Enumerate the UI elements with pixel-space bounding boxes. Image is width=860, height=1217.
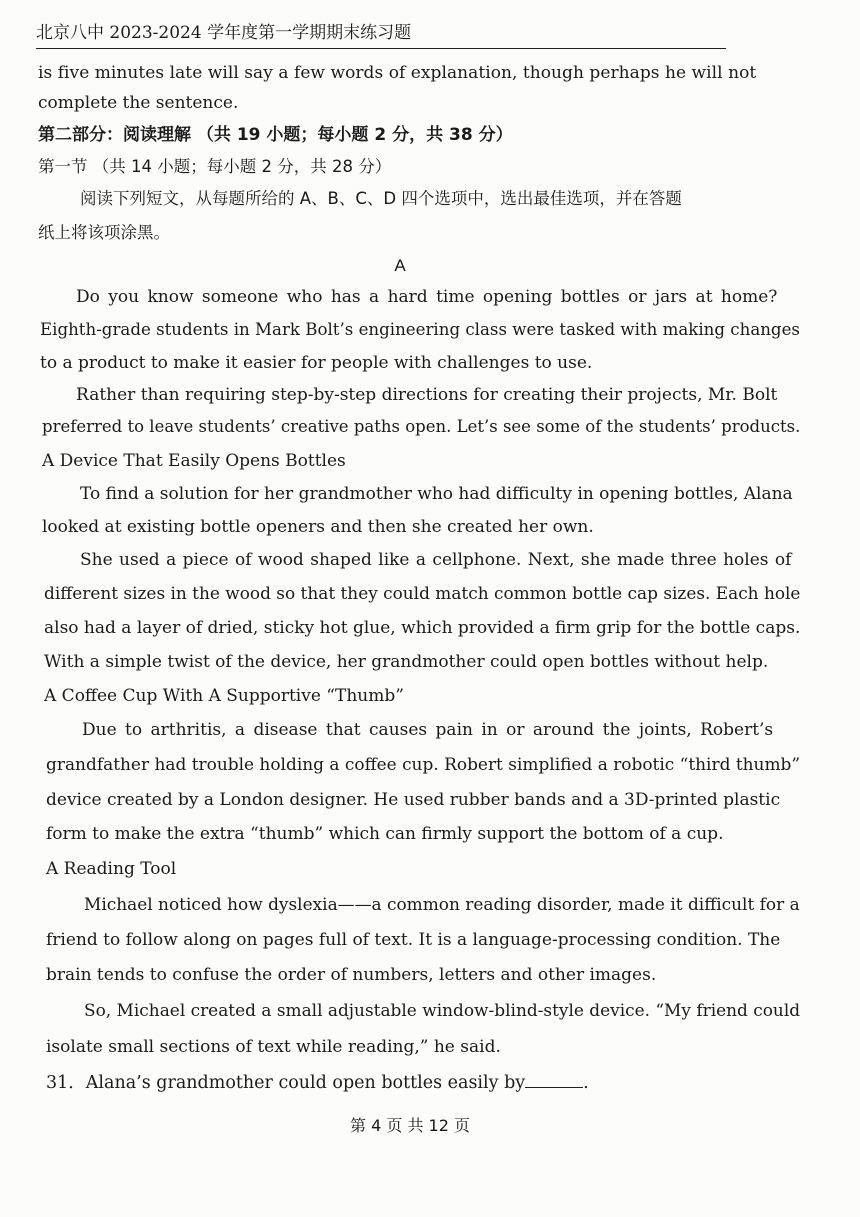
- subsection-title: 第一节 （共 14 小题；每小题 2 分，共 28 分）: [38, 157, 392, 176]
- passage-line: different sizes in the wood so that they could match common bottle cap sizes. Each hole: [44, 584, 801, 604]
- passage-line: Michael noticed how dyslexia——a common reading disorder, made it difficult for a: [84, 895, 800, 915]
- exam-header: 北京八中 2023-2024 学年度第一学期期末练习题: [36, 22, 726, 49]
- passage-line: to a product to make it easier for people with challenges to use.: [40, 353, 593, 373]
- passage-subheading: A Coffee Cup With A Supportive “Thumb”: [44, 686, 404, 706]
- question-number: 31．: [46, 1073, 86, 1093]
- passage-line: With a simple twist of the device, her grandmother could open bottles without help.: [44, 652, 769, 672]
- passage-line: brain tends to confuse the order of numbers, letters and other images.: [46, 965, 657, 985]
- passage-line: form to make the extra “thumb” which can firmly support the bottom of a cup.: [46, 824, 724, 844]
- passage-line: device created by a London designer. He used rubber bands and a 3D-printed plastic: [46, 790, 781, 810]
- passage-letter: A: [394, 256, 406, 275]
- question-31: [46, 1071, 589, 1094]
- passage-line: preferred to leave students’ creative paths open. Let’s see some of the students’ products.: [42, 417, 801, 437]
- passage-subheading: A Reading Tool: [46, 859, 177, 879]
- passage-line: Eighth-grade students in Mark Bolt’s engineering class were tasked with making changes: [40, 320, 800, 340]
- passage-line: grandfather had trouble holding a coffee cup. Robert simplified a robotic “third thumb”: [46, 755, 801, 775]
- carryover-line-1: is five minutes late will say a few words of explanation, though perhaps he will not: [38, 63, 757, 83]
- passage-line: friend to follow along on pages full of text. It is a language-processing condition. The: [46, 930, 781, 950]
- instructions-line-1: 阅读下列短文，从每题所给的 A、B、C、D 四个选项中，选出最佳选项，并在答题: [80, 189, 682, 208]
- passage-line: She used a piece of wood shaped like a cellphone. Next, she made three holes of: [80, 550, 792, 570]
- part-title: 第二部分：阅读理解 （共 19 小题；每小题 2 分，共 38 分）: [38, 125, 513, 145]
- carryover-line-2: complete the sentence.: [38, 93, 239, 113]
- passage-line: So, Michael created a small adjustable window-blind-style device. “My friend could: [84, 1001, 801, 1021]
- passage-line: looked at existing bottle openers and then she created her own.: [42, 517, 594, 537]
- passage-line: isolate small sections of text while reading,” he said.: [46, 1037, 501, 1057]
- passage-subheading: A Device That Easily Opens Bottles: [42, 451, 346, 471]
- passage-line: Rather than requiring step-by-step directions for creating their projects, Mr. Bolt: [76, 385, 778, 405]
- question-text: Alana’s grandmother could open bottles easily by: [85, 1073, 526, 1093]
- question-end: .: [583, 1073, 589, 1093]
- passage-line: To find a solution for her grandmother who had difficulty in opening bottles, Alana: [80, 484, 793, 504]
- passage-line: Due to arthritis, a disease that causes pain in or around the joints, Robert’s: [82, 720, 774, 740]
- passage-line: Do you know someone who has a hard time opening bottles or jars at home?: [76, 287, 778, 307]
- instructions-line-2: 纸上将该项涂黑。: [38, 223, 170, 242]
- page-footer: 第 4 页 共 12 页: [350, 1116, 470, 1135]
- passage-line: also had a layer of dried, sticky hot glue, which provided a firm grip for the bottle caps.: [44, 618, 801, 638]
- answer-blank: [525, 1071, 583, 1088]
